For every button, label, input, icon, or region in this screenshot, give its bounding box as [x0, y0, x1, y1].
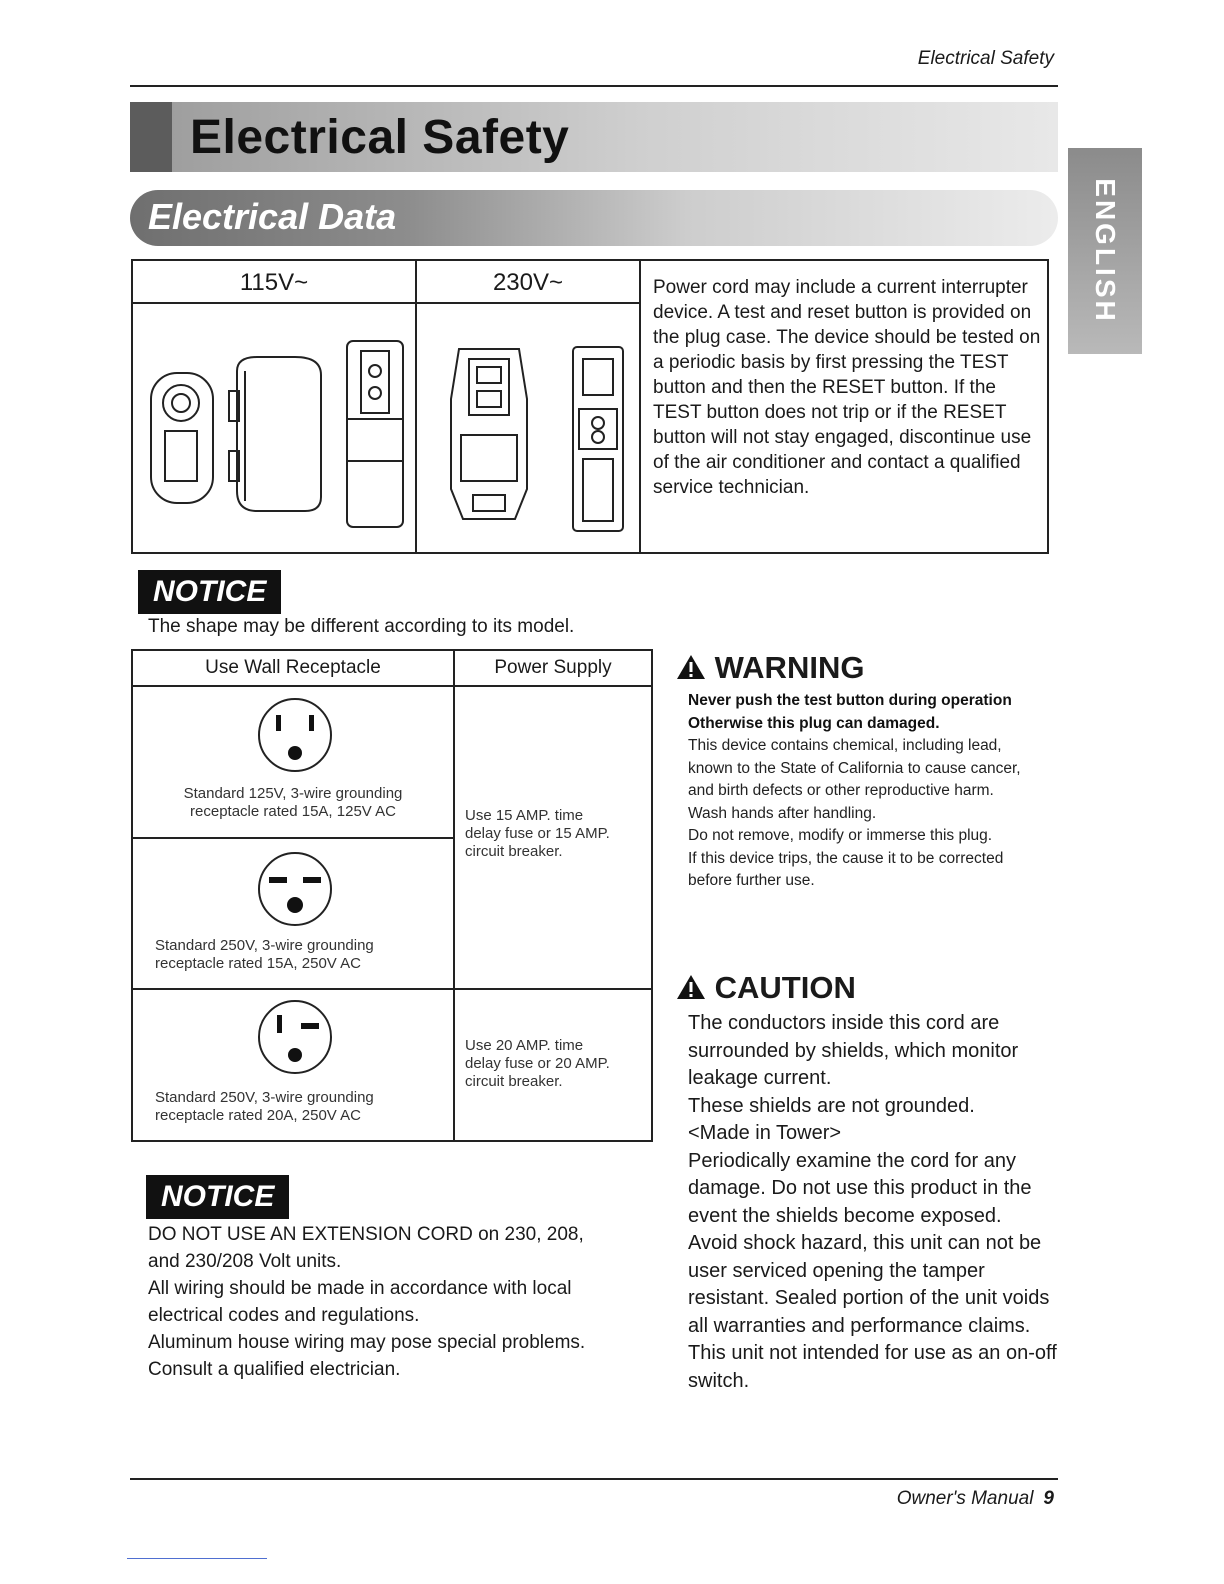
receptacle-col-head: Use Wall Receptacle: [205, 657, 381, 678]
warning-bold-line: Otherwise this plug can damaged.: [688, 714, 940, 732]
caption-line: receptacle rated 15A, 125V AC: [190, 803, 396, 820]
supply-line: delay fuse or 15 AMP.: [465, 825, 610, 842]
language-tab-label: ENGLISH: [1090, 178, 1121, 324]
title-banner-block: [130, 102, 172, 172]
title-banner: [130, 102, 1058, 172]
table-divider: [453, 651, 455, 1140]
plug-115v-illustration: [145, 331, 407, 541]
col-230v-head: 230V~: [492, 269, 564, 296]
caution-paragraph: Periodically examine the cord for any damage. Do not use this product in the event the shields become exposed.: [688, 1149, 1032, 1227]
table-divider: [133, 685, 651, 687]
warning-triangle-icon: [676, 654, 706, 680]
supply-line: delay fuse or 20 AMP.: [465, 1055, 610, 1072]
notice-paragraph: DO NOT USE AN EXTENSION CORD on 230, 208, and 230/208 Volt units.: [148, 1224, 584, 1272]
caution-title: CAUTION: [714, 970, 856, 1005]
receptacle-caption: [155, 1089, 455, 1125]
warning-text: This device contains chemical, including lead, known to the State of California to cause cancer, and birth defects or other reproductive harm.: [688, 737, 1021, 799]
section-banner: [130, 190, 1058, 246]
page-title: Electrical Safety: [190, 111, 570, 164]
col-115v-head: 115V~: [239, 269, 309, 296]
power-supply-col-head: Power Supply: [494, 657, 612, 678]
power-supply-20a: [465, 1037, 651, 1091]
outlet-125v-15a-icon: [255, 695, 335, 775]
language-tab: [1068, 148, 1142, 354]
caption-line: Standard 125V, 3-wire grounding: [183, 785, 403, 802]
notice-paragraph: All wiring should be made in accordance with local electrical codes and regulations.: [148, 1278, 572, 1326]
receptacle-caption: [141, 785, 445, 821]
caution-paragraph: Avoid shock hazard, this unit can not be user serviced opening the tamper resistant. Sealed portion of the unit voids all warranties and performance claims. This unit not intended for use as an on-off switch.: [688, 1232, 1057, 1392]
caution-body: [688, 1010, 1058, 1395]
footer-manual-title: Owner's Manual: [896, 1488, 1034, 1509]
supply-line: Use 20 AMP. time: [465, 1037, 584, 1054]
caution-paragraph: These shields are not grounded.: [688, 1094, 975, 1117]
notice-body: [148, 1221, 588, 1383]
section-title: Electrical Data: [148, 196, 397, 237]
notice-paragraph: Aluminum house wiring may pose special problems. Consult a qualified electrician.: [148, 1332, 586, 1380]
caution-triangle-icon: [676, 974, 706, 1000]
warning-body: [688, 690, 1048, 893]
caption-line: receptacle rated 15A, 250V AC: [155, 955, 361, 972]
plug-230v-illustration: [429, 339, 629, 539]
table-divider: [639, 261, 641, 552]
table-divider: [133, 837, 453, 839]
receptacle-table: [131, 649, 653, 1142]
power-supply-15a: [465, 807, 651, 861]
caution-paragraph: <Made in Tower>: [688, 1122, 842, 1144]
warning-bold-line: Never push the test button during operation: [688, 692, 1012, 709]
warning-text: Do not remove, modify or immerse this plug.: [688, 827, 993, 844]
caption-line: Standard 250V, 3-wire grounding: [155, 937, 374, 954]
table-divider: [133, 302, 641, 304]
receptacle-caption: [155, 937, 455, 973]
caution-paragraph: The conductors inside this cord are surrounded by shields, which monitor leakage current.: [688, 1012, 1019, 1089]
footer: [897, 1488, 1054, 1510]
notice-label: NOTICE: [146, 1175, 289, 1219]
outlet-250v-15a-icon: [255, 849, 335, 929]
caption-line: Standard 250V, 3-wire grounding: [155, 1089, 374, 1106]
footer-rule: [130, 1478, 1058, 1480]
table-divider: [133, 988, 651, 990]
bottom-link-underline: [127, 1558, 267, 1559]
warning-heading: [676, 650, 864, 686]
warning-text: Wash hands after handling.: [688, 804, 877, 822]
page-number: 9: [1043, 1488, 1054, 1509]
electrical-data-table: [131, 259, 1049, 554]
caption-line: receptacle rated 20A, 250V AC: [155, 1107, 361, 1124]
supply-line: circuit breaker.: [465, 1073, 563, 1090]
warning-title: WARNING: [714, 650, 865, 685]
warning-text: If this device trips, the cause it to be corrected before further use.: [688, 849, 1004, 889]
supply-line: circuit breaker.: [465, 843, 563, 860]
notice-text: The shape may be different according to its model.: [148, 616, 575, 637]
notice-label: NOTICE: [138, 570, 281, 614]
table-divider: [415, 261, 417, 552]
supply-line: Use 15 AMP. time: [465, 807, 584, 824]
running-head: Electrical Safety: [917, 48, 1054, 69]
outlet-250v-20a-icon: [255, 997, 335, 1077]
cord-description: Power cord may include a current interrupter device. A test and reset button is provided on the plug case. The device should be tested on a periodic basis by first pressing the TEST button and then the RESET button. If the TEST button does not trip or if the RESET button will not stay engaged, discontinue use of the air conditioner and contact a qualified service technician.: [653, 277, 1041, 498]
caution-heading: [676, 970, 856, 1006]
header-rule: [130, 85, 1058, 87]
